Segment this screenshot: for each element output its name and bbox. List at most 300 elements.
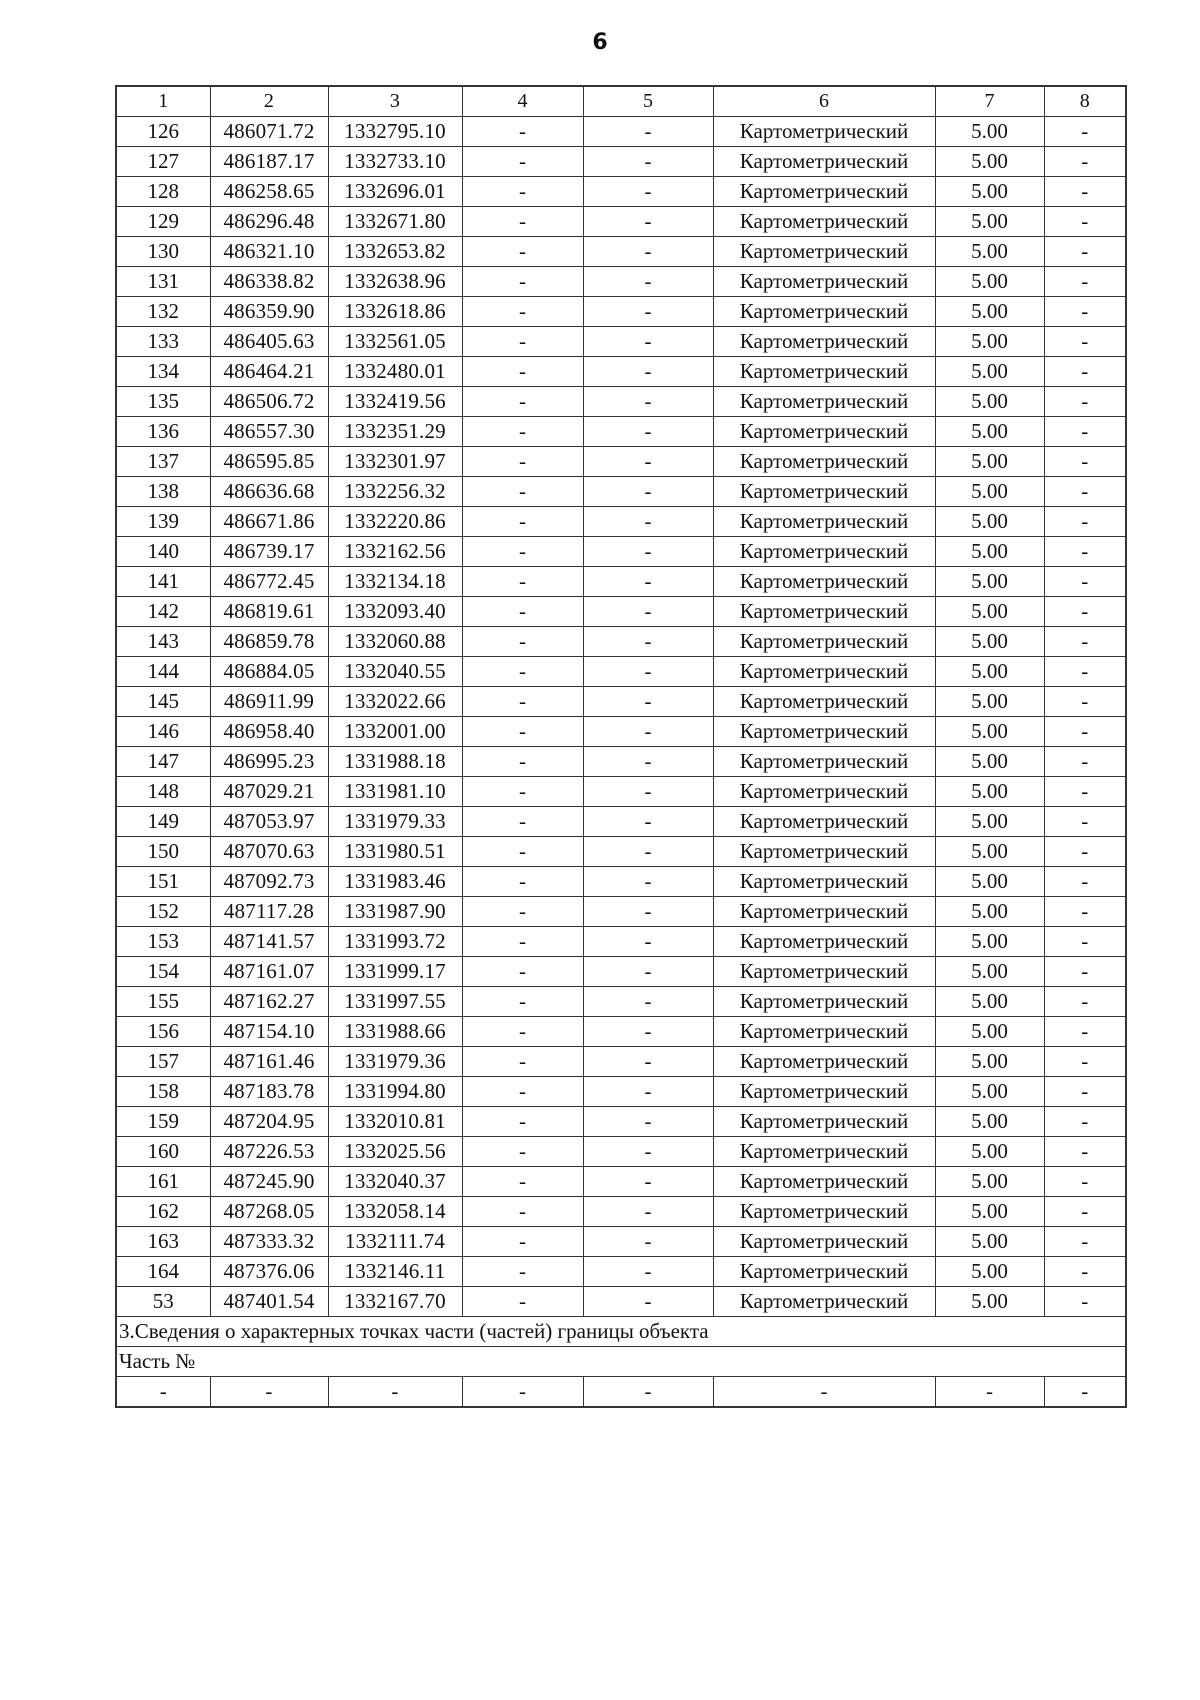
cell-coord-y: 1332220.86: [328, 507, 462, 537]
cell-point-number: 142: [116, 597, 210, 627]
cell-method: Картометрический: [713, 927, 935, 957]
cell-col-8: -: [1044, 1167, 1126, 1197]
cell-point-number: 133: [116, 327, 210, 357]
cell-accuracy: 5.00: [935, 387, 1044, 417]
cell-method: Картометрический: [713, 447, 935, 477]
cell-point-number: 130: [116, 237, 210, 267]
cell-coord-x: 487162.27: [210, 987, 328, 1017]
cell-method: Картометрический: [713, 477, 935, 507]
table-row: [116, 1227, 1126, 1257]
cell-accuracy: 5.00: [935, 1047, 1044, 1077]
table-row: [116, 237, 1126, 267]
table-row: [116, 207, 1126, 237]
cell-coord-y: 1331979.36: [328, 1047, 462, 1077]
cell-col-4: -: [462, 957, 583, 987]
cell-coord-y: 1331979.33: [328, 807, 462, 837]
cell-point-number: 138: [116, 477, 210, 507]
cell-col-5: -: [583, 1197, 713, 1227]
cell-col-4: -: [462, 1227, 583, 1257]
part-label-row-text: Часть №: [116, 1347, 1126, 1377]
cell-point-number: 126: [116, 117, 210, 147]
cell-accuracy: 5.00: [935, 597, 1044, 627]
cell-col-5: -: [583, 327, 713, 357]
cell-coord-x: 487245.90: [210, 1167, 328, 1197]
cell-point-number: 147: [116, 747, 210, 777]
cell-method: Картометрический: [713, 1137, 935, 1167]
cell-coord-y: 1332618.86: [328, 297, 462, 327]
cell-coord-x: 486321.10: [210, 237, 328, 267]
cell-col-5: -: [583, 1137, 713, 1167]
cell-point-number: 129: [116, 207, 210, 237]
cell-col-5: -: [583, 807, 713, 837]
cell-point-number: 151: [116, 867, 210, 897]
cell-col-5: -: [583, 867, 713, 897]
cell-point-number: 143: [116, 627, 210, 657]
cell-col-5: -: [583, 1227, 713, 1257]
cell-method: Картометрический: [713, 867, 935, 897]
cell-accuracy: 5.00: [935, 1257, 1044, 1287]
cell-coord-x: 487268.05: [210, 1197, 328, 1227]
cell-col-5: -: [583, 717, 713, 747]
table-row: [116, 1167, 1126, 1197]
cell-col-5: -: [583, 1287, 713, 1317]
cell-col-5: -: [583, 1167, 713, 1197]
cell-coord-y: 1332001.00: [328, 717, 462, 747]
cell-col-8: -: [1044, 1377, 1126, 1408]
cell-col-8: -: [1044, 867, 1126, 897]
cell-col-4: -: [462, 297, 583, 327]
cell-accuracy: 5.00: [935, 717, 1044, 747]
cell-coord-y: 1332060.88: [328, 627, 462, 657]
cell-coord-x: 486859.78: [210, 627, 328, 657]
cell-col-5: -: [583, 597, 713, 627]
cell-coord-y: 1332638.96: [328, 267, 462, 297]
cell-coord-y: 1332058.14: [328, 1197, 462, 1227]
cell-method: Картометрический: [713, 567, 935, 597]
cell-col-8: -: [1044, 1197, 1126, 1227]
cell-col-8: -: [1044, 1137, 1126, 1167]
cell-coord-x: 487401.54: [210, 1287, 328, 1317]
cell-coord-y: 1332162.56: [328, 537, 462, 567]
table-row: [116, 837, 1126, 867]
cell-accuracy: 5.00: [935, 807, 1044, 837]
cell-col-5: -: [583, 627, 713, 657]
cell-col-4: -: [462, 567, 583, 597]
table-row: [116, 1047, 1126, 1077]
cell-accuracy: 5.00: [935, 537, 1044, 567]
cell-accuracy: 5.00: [935, 147, 1044, 177]
cell-accuracy: 5.00: [935, 1137, 1044, 1167]
cell-method: Картометрический: [713, 1227, 935, 1257]
cell-method: Картометрический: [713, 1257, 935, 1287]
cell-method: Картометрический: [713, 657, 935, 687]
table-row: [116, 1137, 1126, 1167]
cell-coord-x: 486884.05: [210, 657, 328, 687]
table-row: [116, 477, 1126, 507]
cell-col-8: -: [1044, 537, 1126, 567]
cell-col-4: -: [462, 237, 583, 267]
cell-method: Картометрический: [713, 537, 935, 567]
cell-coord-x: 487141.57: [210, 927, 328, 957]
cell-col-4: -: [462, 1377, 583, 1408]
cell-coord-y: 1332671.80: [328, 207, 462, 237]
cell-coord-y: 1331988.66: [328, 1017, 462, 1047]
cell-coord-y: 1331999.17: [328, 957, 462, 987]
cell-coord-y: 1332093.40: [328, 597, 462, 627]
cell-col-8: -: [1044, 387, 1126, 417]
empty-part-row: [116, 1377, 1126, 1408]
table-row: [116, 687, 1126, 717]
cell-coord-y: 1331994.80: [328, 1077, 462, 1107]
cell-accuracy: 5.00: [935, 177, 1044, 207]
table-row: [116, 657, 1126, 687]
cell-col-5: -: [583, 1017, 713, 1047]
cell-coord-y: 1332696.01: [328, 177, 462, 207]
cell-col-5: -: [583, 957, 713, 987]
cell-col-5: -: [583, 777, 713, 807]
cell-col-4: -: [462, 747, 583, 777]
cell-point-number: 150: [116, 837, 210, 867]
cell-method: Картометрический: [713, 387, 935, 417]
cell-coord-x: 486557.30: [210, 417, 328, 447]
cell-col-8: -: [1044, 567, 1126, 597]
cell-col-8: -: [1044, 777, 1126, 807]
cell-accuracy: 5.00: [935, 477, 1044, 507]
cell-coord-y: 1332022.66: [328, 687, 462, 717]
cell-coord-x: 486071.72: [210, 117, 328, 147]
cell-col-5: -: [583, 417, 713, 447]
table-row: [116, 1017, 1126, 1047]
cell-col-5: -: [583, 1377, 713, 1408]
cell-point-number: 131: [116, 267, 210, 297]
part-label-row: [116, 1347, 1126, 1377]
cell-col-8: -: [1044, 1077, 1126, 1107]
cell-col-5: -: [583, 447, 713, 477]
cell-col-5: -: [583, 1077, 713, 1107]
table-row: [116, 327, 1126, 357]
cell-col-8: -: [1044, 507, 1126, 537]
cell-method: Картометрический: [713, 1167, 935, 1197]
cell-col-8: -: [1044, 297, 1126, 327]
cell-point-number: 127: [116, 147, 210, 177]
table-row: [116, 387, 1126, 417]
cell-coord-x: 487204.95: [210, 1107, 328, 1137]
cell-accuracy: 5.00: [935, 1197, 1044, 1227]
table-row: [116, 507, 1126, 537]
cell-accuracy: 5.00: [935, 657, 1044, 687]
cell-accuracy: 5.00: [935, 1017, 1044, 1047]
cell-method: Картометрический: [713, 1287, 935, 1317]
cell-coord-x: 487226.53: [210, 1137, 328, 1167]
cell-col-8: -: [1044, 327, 1126, 357]
cell-method: Картометрический: [713, 597, 935, 627]
cell-col-5: -: [583, 1047, 713, 1077]
cell-col-8: -: [1044, 177, 1126, 207]
cell-point-number: 154: [116, 957, 210, 987]
cell-col-8: -: [1044, 207, 1126, 237]
cell-coord-x: 487053.97: [210, 807, 328, 837]
cell-method: Картометрический: [713, 837, 935, 867]
cell-method: Картометрический: [713, 687, 935, 717]
cell-method: Картометрический: [713, 357, 935, 387]
cell-coord-x: 2: [210, 86, 328, 117]
cell-point-number: 148: [116, 777, 210, 807]
cell-coord-y: 1332167.70: [328, 1287, 462, 1317]
cell-coord-x: 486506.72: [210, 387, 328, 417]
cell-col-5: -: [583, 687, 713, 717]
cell-col-4: -: [462, 837, 583, 867]
cell-col-4: -: [462, 477, 583, 507]
cell-method: Картометрический: [713, 117, 935, 147]
cell-coord-x: 486995.23: [210, 747, 328, 777]
coordinates-table: [115, 85, 1127, 1408]
cell-point-number: 162: [116, 1197, 210, 1227]
cell-coord-x: 486359.90: [210, 297, 328, 327]
cell-col-5: -: [583, 567, 713, 597]
cell-coord-y: 1331983.46: [328, 867, 462, 897]
cell-point-number: 134: [116, 357, 210, 387]
cell-col-4: -: [462, 1107, 583, 1137]
cell-coord-y: 1332733.10: [328, 147, 462, 177]
cell-col-4: -: [462, 687, 583, 717]
cell-col-8: -: [1044, 627, 1126, 657]
cell-method: Картометрический: [713, 177, 935, 207]
cell-coord-x: 487183.78: [210, 1077, 328, 1107]
cell-accuracy: 5.00: [935, 927, 1044, 957]
cell-accuracy: 5.00: [935, 957, 1044, 987]
cell-col-4: -: [462, 927, 583, 957]
cell-accuracy: 5.00: [935, 1107, 1044, 1137]
section3-title-row: [116, 1317, 1126, 1347]
cell-point-number: 155: [116, 987, 210, 1017]
cell-coord-y: 1332040.37: [328, 1167, 462, 1197]
table-row: [116, 1077, 1126, 1107]
cell-coord-y: 1332653.82: [328, 237, 462, 267]
cell-col-8: -: [1044, 687, 1126, 717]
cell-col-8: -: [1044, 717, 1126, 747]
table-row: [116, 267, 1126, 297]
cell-point-number: 128: [116, 177, 210, 207]
cell-col-8: -: [1044, 1287, 1126, 1317]
cell-col-8: -: [1044, 807, 1126, 837]
cell-col-4: -: [462, 597, 583, 627]
cell-col-8: -: [1044, 447, 1126, 477]
cell-accuracy: 5.00: [935, 447, 1044, 477]
cell-coord-x: 486958.40: [210, 717, 328, 747]
table-body: [116, 86, 1126, 1407]
cell-col-4: -: [462, 657, 583, 687]
cell-col-8: -: [1044, 1227, 1126, 1257]
cell-col-8: -: [1044, 957, 1126, 987]
cell-point-number: 132: [116, 297, 210, 327]
cell-accuracy: 5.00: [935, 987, 1044, 1017]
cell-accuracy: 5.00: [935, 1077, 1044, 1107]
cell-coord-y: -: [328, 1377, 462, 1408]
cell-coord-x: 487161.07: [210, 957, 328, 987]
table-row: [116, 597, 1126, 627]
cell-point-number: 149: [116, 807, 210, 837]
cell-method: Картометрический: [713, 207, 935, 237]
cell-col-5: -: [583, 357, 713, 387]
cell-col-4: -: [462, 507, 583, 537]
table-row: [116, 627, 1126, 657]
cell-point-number: -: [116, 1377, 210, 1408]
cell-method: Картометрический: [713, 507, 935, 537]
cell-col-8: -: [1044, 597, 1126, 627]
cell-col-5: -: [583, 897, 713, 927]
cell-coord-y: 1331980.51: [328, 837, 462, 867]
cell-accuracy: 5.00: [935, 687, 1044, 717]
cell-accuracy: 5.00: [935, 837, 1044, 867]
cell-col-5: 5: [583, 86, 713, 117]
cell-col-5: -: [583, 147, 713, 177]
cell-col-4: -: [462, 207, 583, 237]
cell-point-number: 159: [116, 1107, 210, 1137]
cell-point-number: 137: [116, 447, 210, 477]
cell-coord-y: 1331988.18: [328, 747, 462, 777]
cell-coord-x: 486595.85: [210, 447, 328, 477]
cell-coord-x: 486911.99: [210, 687, 328, 717]
cell-col-4: 4: [462, 86, 583, 117]
cell-accuracy: 5.00: [935, 297, 1044, 327]
cell-coord-y: 1332040.55: [328, 657, 462, 687]
cell-coord-x: 487029.21: [210, 777, 328, 807]
cell-col-4: -: [462, 987, 583, 1017]
cell-col-5: -: [583, 837, 713, 867]
cell-col-8: -: [1044, 897, 1126, 927]
cell-col-8: -: [1044, 747, 1126, 777]
cell-coord-x: 486772.45: [210, 567, 328, 597]
cell-coord-y: 1332351.29: [328, 417, 462, 447]
table-row: [116, 1107, 1126, 1137]
cell-accuracy: 5.00: [935, 747, 1044, 777]
cell-method: Картометрический: [713, 1047, 935, 1077]
cell-col-4: -: [462, 327, 583, 357]
cell-col-4: -: [462, 627, 583, 657]
cell-col-4: -: [462, 807, 583, 837]
cell-col-8: 8: [1044, 86, 1126, 117]
cell-col-5: -: [583, 177, 713, 207]
cell-accuracy: 5.00: [935, 237, 1044, 267]
page-number: 6: [592, 30, 608, 55]
cell-col-8: -: [1044, 1257, 1126, 1287]
cell-method: Картометрический: [713, 327, 935, 357]
cell-col-5: -: [583, 387, 713, 417]
table-row: [116, 897, 1126, 927]
table-header-row: [116, 86, 1126, 117]
cell-coord-x: 486187.17: [210, 147, 328, 177]
cell-col-5: -: [583, 747, 713, 777]
cell-coord-y: 1332480.01: [328, 357, 462, 387]
cell-coord-x: 486405.63: [210, 327, 328, 357]
cell-coord-y: 1332146.11: [328, 1257, 462, 1287]
cell-col-5: -: [583, 927, 713, 957]
cell-col-4: -: [462, 387, 583, 417]
cell-col-5: -: [583, 537, 713, 567]
cell-method: Картометрический: [713, 1197, 935, 1227]
cell-method: Картометрический: [713, 267, 935, 297]
cell-accuracy: 5.00: [935, 117, 1044, 147]
table-row: [116, 117, 1126, 147]
cell-method: Картометрический: [713, 627, 935, 657]
cell-col-5: -: [583, 1107, 713, 1137]
cell-col-4: -: [462, 717, 583, 747]
cell-col-5: -: [583, 117, 713, 147]
cell-col-8: -: [1044, 267, 1126, 297]
cell-col-5: -: [583, 237, 713, 267]
cell-accuracy: 5.00: [935, 267, 1044, 297]
cell-method: Картометрический: [713, 987, 935, 1017]
cell-method: Картометрический: [713, 1017, 935, 1047]
cell-coord-y: 1332419.56: [328, 387, 462, 417]
cell-accuracy: 5.00: [935, 417, 1044, 447]
cell-accuracy: 5.00: [935, 1227, 1044, 1257]
cell-coord-x: 486296.48: [210, 207, 328, 237]
cell-col-4: -: [462, 777, 583, 807]
cell-method: Картометрический: [713, 297, 935, 327]
cell-point-number: 158: [116, 1077, 210, 1107]
cell-coord-y: 1332134.18: [328, 567, 462, 597]
cell-coord-x: 486671.86: [210, 507, 328, 537]
cell-method: Картометрический: [713, 1077, 935, 1107]
cell-col-8: -: [1044, 987, 1126, 1017]
section3-title-row-text: 3.Сведения о характерных точках части (частей) границы объекта: [116, 1317, 1126, 1347]
cell-coord-x: 487376.06: [210, 1257, 328, 1287]
cell-coord-y: 1332256.32: [328, 477, 462, 507]
cell-method: Картометрический: [713, 1107, 935, 1137]
cell-accuracy: 5.00: [935, 207, 1044, 237]
cell-point-number: 161: [116, 1167, 210, 1197]
cell-accuracy: 5.00: [935, 327, 1044, 357]
cell-col-8: -: [1044, 117, 1126, 147]
table-row: [116, 147, 1126, 177]
cell-method: Картометрический: [713, 777, 935, 807]
cell-accuracy: 5.00: [935, 627, 1044, 657]
cell-method: Картометрический: [713, 417, 935, 447]
cell-accuracy: 5.00: [935, 507, 1044, 537]
cell-col-4: -: [462, 1197, 583, 1227]
table-row: [116, 177, 1126, 207]
table-row: [116, 957, 1126, 987]
cell-point-number: 140: [116, 537, 210, 567]
cell-col-4: -: [462, 1017, 583, 1047]
cell-coord-y: 1332301.97: [328, 447, 462, 477]
cell-col-4: -: [462, 147, 583, 177]
cell-coord-x: 486739.17: [210, 537, 328, 567]
cell-coord-y: 1332025.56: [328, 1137, 462, 1167]
cell-col-4: -: [462, 1047, 583, 1077]
cell-method: Картометрический: [713, 957, 935, 987]
cell-coord-x: 486338.82: [210, 267, 328, 297]
cell-col-4: -: [462, 117, 583, 147]
cell-coord-y: 1332561.05: [328, 327, 462, 357]
cell-point-number: 163: [116, 1227, 210, 1257]
cell-coord-x: 487117.28: [210, 897, 328, 927]
cell-method: Картометрический: [713, 717, 935, 747]
cell-col-4: -: [462, 897, 583, 927]
cell-coord-x: -: [210, 1377, 328, 1408]
cell-col-8: -: [1044, 657, 1126, 687]
cell-coord-y: 1331987.90: [328, 897, 462, 927]
cell-coord-y: 3: [328, 86, 462, 117]
cell-accuracy: -: [935, 1377, 1044, 1408]
cell-col-5: -: [583, 657, 713, 687]
cell-col-5: -: [583, 1257, 713, 1287]
cell-coord-y: 1332111.74: [328, 1227, 462, 1257]
cell-accuracy: 5.00: [935, 777, 1044, 807]
cell-col-4: -: [462, 537, 583, 567]
table-row: [116, 1287, 1126, 1317]
